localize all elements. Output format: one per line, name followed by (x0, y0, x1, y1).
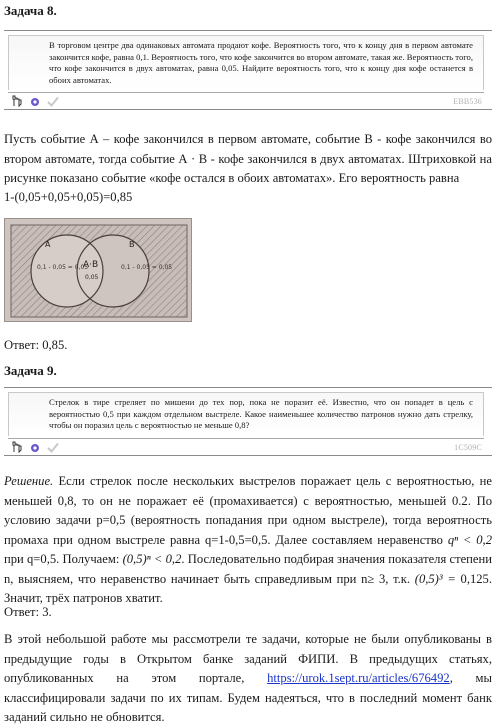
label-b: В (129, 240, 135, 249)
task8-code: EBB536 (453, 97, 482, 107)
solution-part2: при q=0,5. Получаем: (4, 552, 123, 566)
venn-diagram-photo (4, 218, 192, 322)
task9-problem-text: Стрелок в тире стреляет по мишени до тех пор, пока не поразит её. Известно, что он попадет в цель с вероятностью 0,5 при каждом отдельном выстреле. Какое наименьшее количество патронов нужно дать стрелку, чтобы он поразил цель с вероятностью не меньше 0,8? (8, 392, 484, 436)
eye-icon[interactable] (30, 94, 40, 112)
inequality-1: qⁿ < 0,2 (447, 532, 492, 547)
inequality-3: (0,5)³ = (414, 571, 456, 586)
solution-part4: 0,125. Значит, трёх патронов хватит. (4, 571, 493, 605)
task9-answer: Ответ: 3. (4, 605, 52, 619)
task8-answer: Ответ: 0,85. (4, 338, 68, 352)
right-note: 0,1 - 0,05 = 0,05 (121, 264, 173, 271)
conclusion-part1: В этой небольшой работе мы рассмотрели те задачи, которые не были опубликованы в предыдущие годы в Открытом банке заданий ФИПИ. В предыдущих статьях, опубликованных на этом портале, (4, 632, 492, 685)
eye-icon[interactable] (30, 440, 40, 458)
task8-heading: Задача 8. (4, 3, 57, 18)
left-note: 0,1 - 0,05 = 0,05 (37, 264, 89, 271)
label-a: А (45, 240, 51, 249)
task9-heading: Задача 9. (4, 363, 57, 378)
task8-toolbar (8, 92, 484, 109)
task8-solution-text: Пусть событие А – кофе закончился в первом автомате, событие В - кофе закончился во втором автомате, тогда событие А · В - кофе закончился в двух автоматах. Штриховкой на рисунке показано событие «кофе остался в обоих автоматах». Его вероятность равна (4, 132, 492, 185)
checkmark-icon[interactable] (47, 94, 59, 112)
hand-pointer-icon[interactable] (10, 94, 23, 112)
solution-label: Решение. (4, 474, 54, 488)
label-ab: А·В (83, 260, 99, 270)
task8-problem-text: В торговом центре два одинаковых автомата продают кофе. Вероятность того, что к концу дня в первом автомате закончится кофе, равна 0,1. Вероятность того, что кофе закончится во втором автомате, такая же. Вероятность того, что кофе закончится в двух автоматах, равна 0,05. Найдите вероятность того, что к концу дня кофе останется в обоих автоматах. (8, 35, 484, 90)
task9-toolbar (8, 438, 484, 455)
checkmark-icon[interactable] (47, 440, 59, 458)
task9-solution-text (4, 472, 492, 609)
inequality-2: (0,5)ⁿ < 0,2 (122, 552, 182, 566)
task9-code: 1C509C (454, 442, 482, 452)
hand-pointer-icon[interactable] (10, 440, 23, 458)
solution-part1: Если стрелок после нескольких выстрелов поражает цель с вероятностью, не меньшей 0,8, то он не поражает её (промахивается) с вероятностью, меньшей 0.2. По условию задачи p=0,5 (вероятность попадания при одном выстреле), тогда вероятность промаха при одном выстреле равна q=1-0,5=0,5. Далее составляем неравенство (4, 474, 492, 547)
task9-solution (4, 472, 492, 609)
task8-problem-box (4, 30, 492, 110)
conclusion-part2: , мы классифицировали задачи по их типам. Будем надеяться, что в последний момент банк заданий сильно не обновится. (4, 671, 492, 724)
value-ab: 0,05 (85, 274, 99, 281)
task9-problem-box (4, 387, 492, 456)
article-link[interactable]: https://urok.1sept.ru/articles/676492 (267, 671, 450, 685)
solution-part3: . Последовательно подбирая значения показателя степени n, выясняем, что неравенство начинает быть справедливым при n≥ 3, т.к. (4, 552, 492, 586)
task8-formula: 1-(0,05+0,05+0,05)=0,85 (4, 190, 133, 204)
task8-solution (4, 130, 492, 189)
